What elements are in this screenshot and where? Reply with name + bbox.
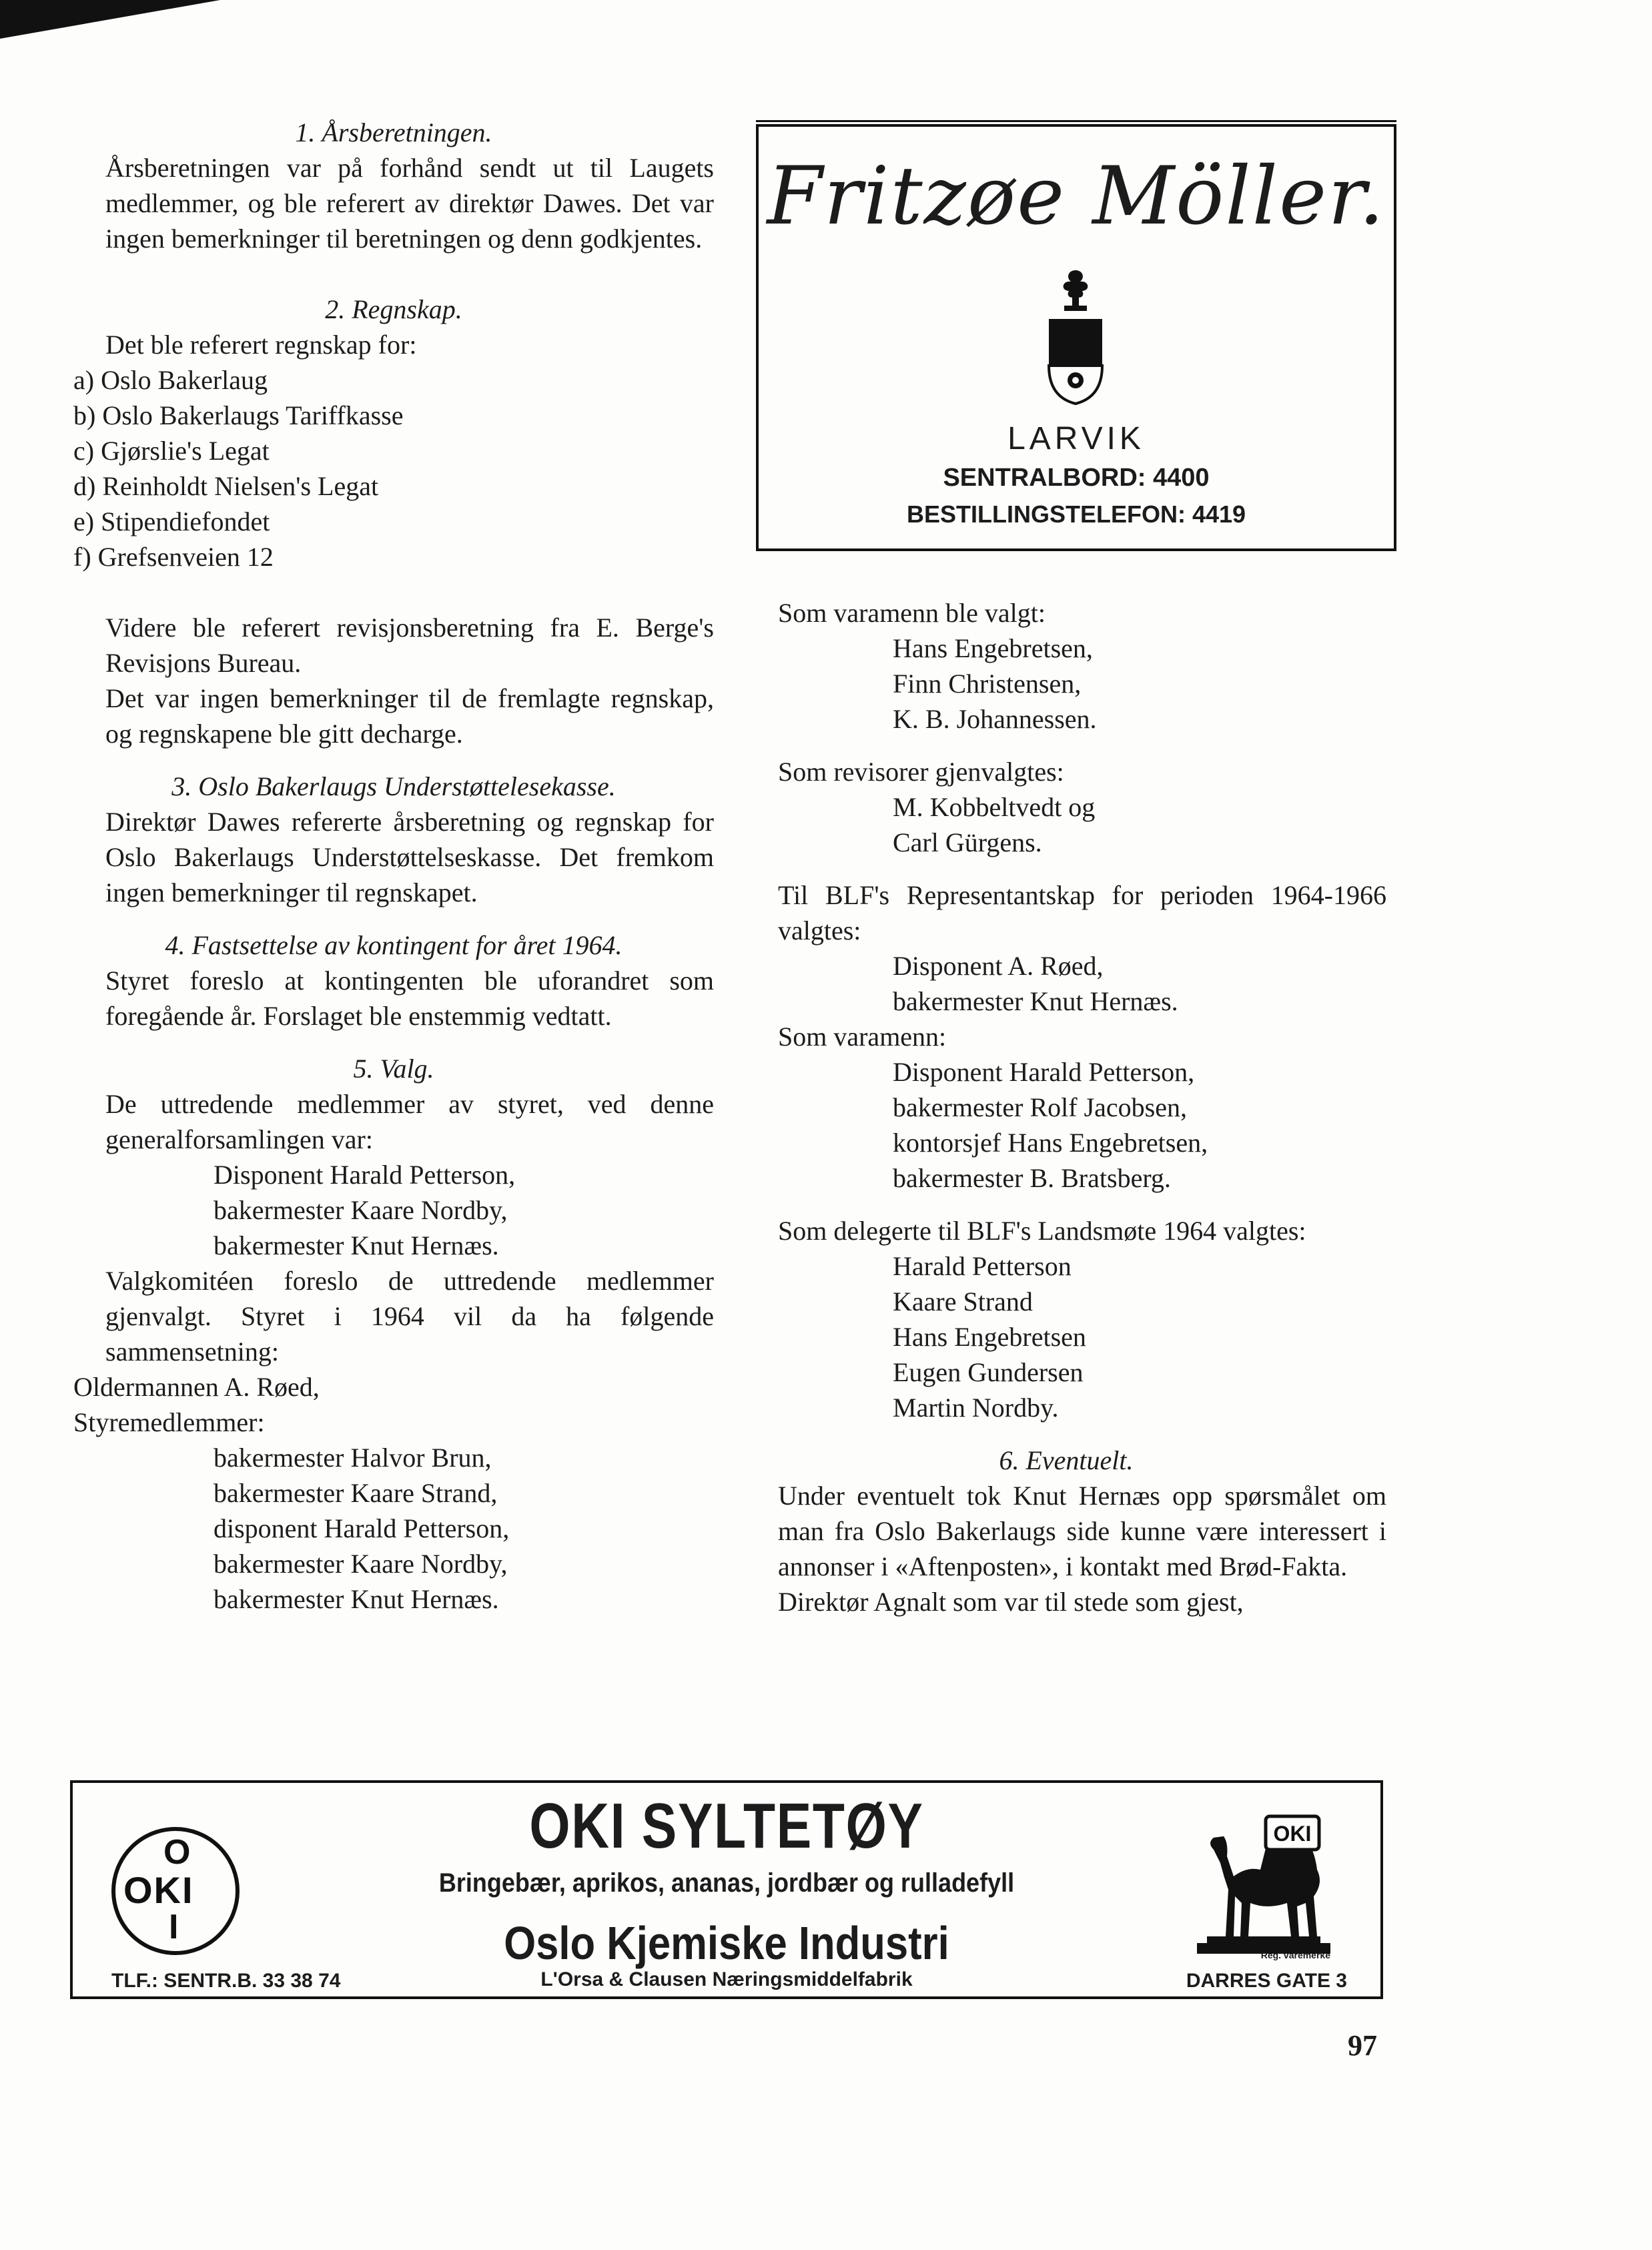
company-name: Oslo Kjemiske Industri [504, 1917, 949, 1969]
paragraph: Som revisorer gjenvalgtes: [778, 757, 1064, 787]
list-item: a) Oslo Bakerlaug [73, 365, 268, 395]
paragraph: Styret foreslo at kontingenten ble uforandret som foregående år. Forslaget ble enstemmig vedtatt. [105, 966, 714, 1031]
paragraph: Videre ble referert revisjonsberetning fra E. Berge's Revisjons Bureau. [105, 613, 714, 678]
paragraph: Det ble referert regnskap for: [105, 330, 417, 360]
list-item: e) Stipendiefondet [73, 506, 270, 536]
section-heading-3: 3. Oslo Bakerlaugs Understøttelesekasse. [171, 771, 616, 801]
right-column [746, 595, 1386, 1619]
list-item: bakermester Knut Hernæs. [214, 1584, 499, 1614]
paragraph: Det var ingen bemerkninger til de fremlagte regnskap, og regnskapene ble gitt decharge. [105, 683, 714, 749]
paragraph: Som delegerte til BLF's Landsmøte 1964 valgtes: [778, 1216, 1306, 1246]
list-item: Hans Engebretsen, [893, 633, 1093, 663]
fritzoe-moller-advertisement [756, 124, 1396, 551]
paragraph: Til BLF's Representantskap for perioden 1964-1966 valgtes: [778, 880, 1386, 946]
accounts-list [73, 362, 714, 575]
section-heading-4: 4. Fastsettelse av kontingent for året 1964. [165, 930, 623, 960]
auditors-list [746, 789, 1386, 860]
list-item: Carl Gürgens. [893, 827, 1042, 857]
paragraph: Direktør Dawes refererte årsberetning og regnskap for Oslo Bakerlaugs Understøttelseskasse. Det fremkom ingen bemerkninger til regnskapet. [105, 807, 714, 907]
camel-label: OKI [1273, 1822, 1312, 1846]
trademark-note: Reg. varemerke [1260, 1950, 1330, 1960]
list-item: c) Gjørslie's Legat [73, 436, 270, 466]
list-item: b) Oslo Bakerlaugs Tariffkasse [73, 400, 404, 430]
section-heading-1: 1. Årsberetningen. [295, 117, 492, 147]
list-item: bakermester Kaare Strand, [214, 1478, 498, 1508]
list-item: d) Reinholdt Nielsen's Legat [73, 471, 379, 501]
list-item: bakermester Knut Hernæs. [214, 1230, 499, 1260]
paragraph: De uttredende medlemmer av styret, ved denne generalforsamlingen var: [105, 1089, 714, 1154]
page-number: 97 [1348, 2029, 1377, 2062]
ad-title: OKI SYLTETØY [529, 1790, 924, 1862]
list-item: Disponent Harald Petterson, [893, 1057, 1195, 1087]
badge-letter: I [169, 1908, 179, 1946]
list-item: K. B. Johannessen. [893, 704, 1097, 734]
board-label: Styremedlemmer: [73, 1407, 265, 1437]
paragraph: Direktør Agnalt som var til stede som gjest, [778, 1587, 1244, 1617]
badge-letter: OKI [123, 1869, 194, 1911]
list-item: Hans Engebretsen [893, 1322, 1086, 1352]
list-item: kontorsjef Hans Engebretsen, [893, 1128, 1208, 1158]
product-list: Bringebær, aprikos, ananas, jordbær og rulladefyll [438, 1868, 1015, 1898]
camel-mascot-icon [1187, 1803, 1340, 1956]
paragraph: Valgkomitéen foreslo de uttredende medlemmer gjenvalgt. Styret i 1964 vil da ha følgende sammensetning: [105, 1266, 714, 1367]
ad-top-rule [756, 120, 1396, 122]
left-column [73, 115, 714, 1617]
phone-number: TLF.: SENTR.B. 33 38 74 [111, 1970, 341, 1992]
city-label: LARVIK [1007, 421, 1145, 456]
paragraph: Under eventuelt tok Knut Hernæs opp spørsmålet om man fra Oslo Bakerlaugs side kunne være interessert i annonser i «Aftenposten», i kontakt med Brød-Fakta. [778, 1481, 1386, 1581]
list-item: bakermester Kaare Nordby, [214, 1195, 508, 1225]
list-item: Eugen Gundersen [893, 1357, 1084, 1387]
section-heading-2: 2. Regnskap. [325, 294, 462, 324]
list-item: Kaare Strand [893, 1286, 1033, 1317]
deputies-list [746, 631, 1386, 737]
list-item: M. Kobbeltvedt og [893, 792, 1096, 822]
badge-letter: O [163, 1833, 191, 1872]
list-item: Martin Nordby. [893, 1393, 1059, 1423]
scan-corner-shadow [0, 0, 220, 39]
paragraph: Årsberetningen var på forhånd sendt ut til Laugets medlemmer, og ble referert av direktør Dawes. Det var ingen bemerkninger til beretningen og denn godkjentes. [105, 153, 714, 254]
company-tagline: L'Orsa & Clausen Næringsmiddelfabrik [540, 1968, 913, 1990]
list-item: Harald Petterson [893, 1251, 1072, 1281]
section-heading-6: 6. Eventuelt. [999, 1445, 1134, 1475]
list-item: bakermester B. Bratsberg. [893, 1163, 1171, 1193]
section-heading-5: 5. Valg. [353, 1054, 434, 1084]
representative-deputies-list [746, 1054, 1386, 1196]
crest-icon [1046, 267, 1106, 407]
switchboard-phone: SENTRALBORD: 4400 [943, 464, 1210, 492]
delegates-list [746, 1248, 1386, 1425]
list-item: disponent Harald Petterson, [214, 1513, 510, 1543]
brand-script-logo: Fritzøe Möller. [767, 150, 1386, 243]
retiring-members-list [73, 1157, 714, 1263]
list-item: f) Grefsenveien 12 [73, 542, 274, 572]
order-phone: BESTILLINGSTELEFON: 4419 [906, 500, 1246, 528]
list-item: Finn Christensen, [893, 669, 1082, 699]
board-members-list [73, 1440, 714, 1617]
list-item: bakermester Rolf Jacobsen, [893, 1092, 1187, 1122]
list-item: bakermester Knut Hernæs. [893, 986, 1178, 1016]
street-address: DARRES GATE 3 [1186, 1970, 1347, 1992]
list-item: Disponent A. Røed, [893, 951, 1104, 981]
paragraph: Som varamenn ble valgt: [778, 598, 1046, 628]
list-item: bakermester Halvor Brun, [214, 1443, 492, 1473]
list-item: bakermester Kaare Nordby, [214, 1549, 508, 1579]
oki-syltetoy-advertisement [70, 1780, 1383, 1999]
alderman-line: Oldermannen A. Røed, [73, 1372, 320, 1402]
representatives-list [746, 948, 1386, 1019]
list-item: Disponent Harald Petterson, [214, 1160, 516, 1190]
paragraph: Som varamenn: [778, 1022, 947, 1052]
